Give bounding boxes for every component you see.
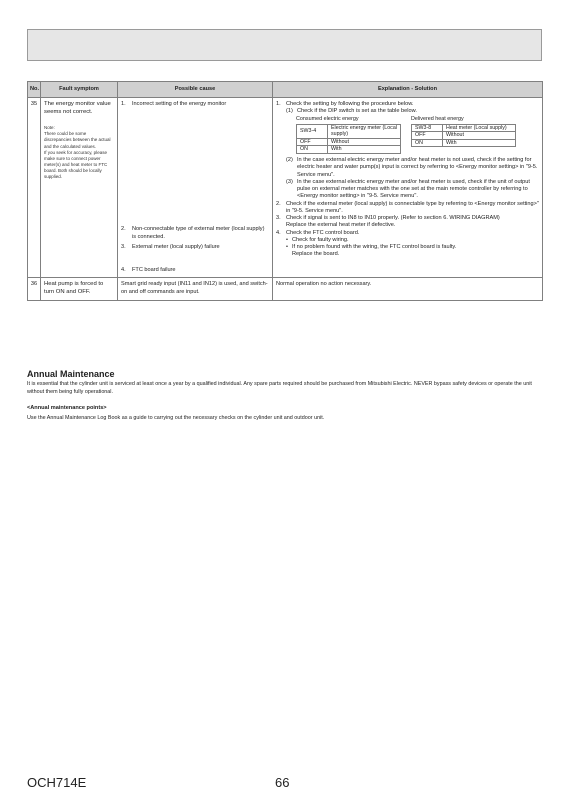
fault-symptom: The energy monitor value seems not correct. [44, 101, 111, 115]
explanation-sub-item [286, 179, 539, 201]
note-block [44, 125, 114, 180]
header-band [27, 29, 542, 61]
dip-switch-tables [296, 116, 539, 154]
possible-cause-cell [118, 98, 273, 278]
dip-table [411, 124, 516, 148]
dip-value: With [328, 146, 401, 154]
header-explanation: Explanation - Solution [273, 82, 543, 98]
points-text: Use the Annual Maintenance Log Book as a guide to carrying out the necessary checks on the cylinder unit and outdoor unit. [27, 415, 325, 421]
explanation-sub-item [286, 108, 539, 115]
bullet-text: Check for faulty wiring. [292, 236, 349, 243]
dip-state: ON [412, 139, 443, 147]
explanation-text: Normal operation no action necessary. [273, 278, 543, 300]
bullet-icon: • [286, 236, 288, 243]
explanation-item [276, 215, 539, 230]
points-title: <Annual maintenance points> [27, 405, 107, 411]
cause-text: Incorrect setting of the energy monitor [132, 101, 227, 107]
note-line: If you seek for accuracy, please make sure to connect power meter(s) and heat meter to FTC board. Both should be locally supplied. [44, 149, 108, 179]
explanation-text: Check if signal is sent to IN8 to IN10 properly. (Refer to section 6. WIRING DIAGRAM) [286, 215, 500, 222]
dip-value: Without [443, 132, 516, 140]
cause-text: External meter (local supply) failure [132, 243, 220, 250]
dip-value: With [443, 139, 516, 147]
explanation-text: Check the setting by following the procedure below. [286, 101, 414, 107]
dip-table-delivered [411, 116, 516, 154]
dip-state: OFF [297, 138, 328, 146]
dip-switch-name: SW3-8 [412, 124, 443, 132]
section-title: Annual Maintenance [27, 369, 115, 379]
cause-number: 2. [121, 226, 126, 233]
dip-meter-name: Heat meter (Local supply) [443, 124, 516, 132]
cause-item [121, 267, 269, 274]
explanation-number: 2. [276, 200, 281, 207]
cause-number: 1. [121, 101, 126, 107]
document-code: OCH714E [27, 775, 87, 790]
row-number: 35 [28, 98, 41, 278]
explanation-number: 4. [276, 229, 281, 236]
dip-state: ON [297, 146, 328, 154]
sub-number: (2) [286, 156, 293, 163]
page-number: 66 [275, 775, 290, 790]
explanation-number: 1. [276, 101, 281, 107]
table-header-row [28, 82, 543, 98]
bullet-item [286, 244, 539, 251]
explanation-text: Check the FTC control board. [286, 229, 360, 236]
fault-table [27, 81, 543, 301]
header-no: No. [28, 82, 41, 98]
dip-caption: Delivered heat energy [411, 115, 464, 122]
dip-switch-name: SW3-4 [297, 124, 328, 138]
table-row [28, 278, 543, 300]
table-row [28, 98, 543, 278]
sub-text: In the case external electric energy meter and/or heat meter is not used, check if the setting for electric heater and water pump(s) input is correct by referring to <Energy monitor setting> in "9-5. Service menu". [297, 156, 538, 178]
dip-caption: Consumed electric energy [296, 115, 359, 122]
bullet-item [286, 237, 539, 244]
bullet-icon: • [286, 244, 288, 251]
explanation-item [276, 101, 539, 116]
explanation-item [276, 201, 539, 216]
sub-text: In the case external electric energy meter and/or heat meter is used, check if the unit of output pulse on external meter matches with the one set at the main remote controller by referring to <Energy monitor setting> in "9-5. Service menu". [297, 178, 530, 200]
header-fault-symptom: Fault symptom [41, 82, 118, 98]
dip-meter-name: Electric energy meter (Local supply) [328, 124, 401, 138]
note-label: Note: [44, 125, 55, 131]
fault-symptom: Heat pump is forced to turn ON and OFF. [41, 278, 118, 300]
explanation-sub-item [286, 157, 539, 179]
sub-number: (3) [286, 178, 293, 185]
explanation-cell [273, 98, 543, 278]
dip-state: OFF [412, 132, 443, 140]
cause-number: 4. [121, 267, 126, 274]
sub-text: Check if the DIP switch is set as the table below. [297, 108, 417, 115]
explanation-extra: Replace the board. [292, 251, 340, 258]
possible-cause: Smart grid ready input (IN11 and IN12) is used, and switch-on and off commands are input. [118, 278, 273, 300]
explanation-number: 3. [276, 215, 281, 222]
note-line: There could be some discrepancies between the actual and the calculated values. [44, 131, 111, 149]
explanation-extra: Replace the external heat meter if defective. [286, 222, 396, 229]
explanation-text: Check if the external meter (local supply) is connectable type by referring to <Energy monitor setting>" in "9-5. Service menu". [286, 200, 539, 214]
cause-text: Non-connectable type of external meter (local supply) is connected. [132, 226, 265, 240]
fault-symptom-cell [41, 98, 118, 278]
dip-value: Without [328, 138, 401, 146]
explanation-item [276, 230, 539, 259]
dip-table-consumed [296, 116, 401, 154]
cause-item [121, 244, 269, 251]
section-text: It is essential that the cylinder unit is serviced at least once a year by a qualified individual. Any spare parts required should be purchased from Mitsubishi Electric. NEVER bypass safety devices or operate the unit without them being fully operational. [27, 381, 532, 396]
cause-text: FTC board failure [132, 267, 176, 274]
bullet-text: If no problem found with the wiring, the FTC control board is faulty. [292, 244, 457, 251]
cause-item [121, 226, 269, 241]
cause-item [121, 101, 269, 108]
dip-table [296, 124, 401, 154]
cause-number: 3. [121, 243, 126, 250]
header-possible-cause: Possible cause [118, 82, 273, 98]
sub-number: (1) [286, 108, 293, 115]
row-number: 36 [28, 278, 41, 300]
